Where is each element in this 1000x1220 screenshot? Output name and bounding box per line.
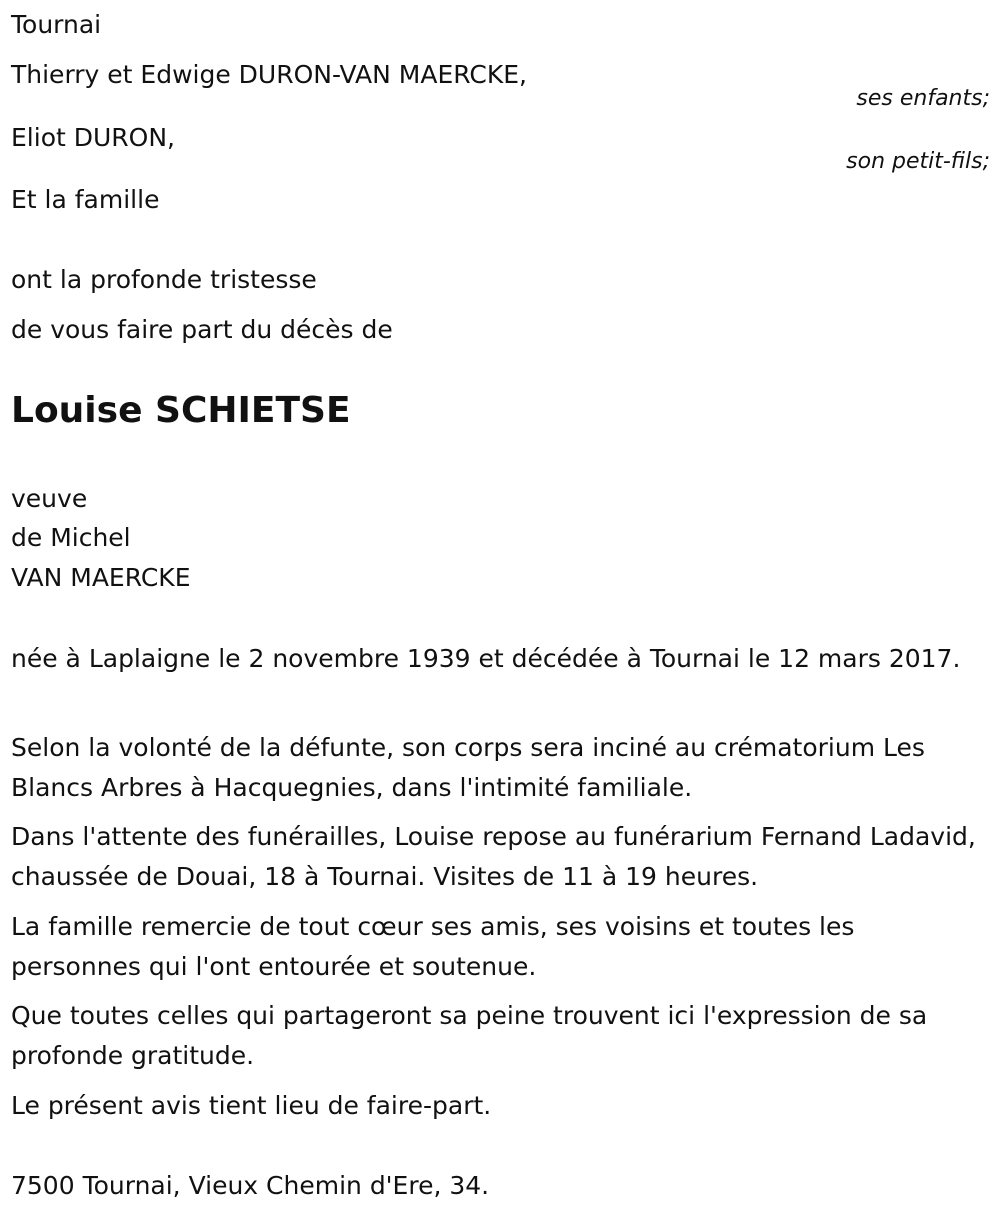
- role-grandson: son petit-fils;: [846, 149, 990, 174]
- status-husband-last: VAN MAERCKE: [11, 563, 191, 592]
- paragraph-birth-death: née à Laplaigne le 2 novembre 1939 et décédée à Tournai le 12 mars 2017.: [11, 644, 961, 673]
- paragraph-funerarium: Dans l'attente des funérailles, Louise repose au funérarium Fernand Ladavid, chaussée de Douai, 18 à Tournai. Visites de 11 à 19 heures.: [11, 822, 976, 891]
- announcement-line-2: de vous faire part du décès de: [11, 315, 393, 344]
- paragraph-thanks: La famille remercie de tout cœur ses amis, ses voisins et toutes les personnes qui l'ont entourée et soutenue.: [11, 912, 855, 981]
- family-line-relatives: Et la famille: [11, 185, 160, 214]
- paragraph-cremation: Selon la volonté de la défunte, son corps sera inciné au crématorium Les Blancs Arbres à Hacquegnies, dans l'intimité familiale.: [11, 733, 925, 802]
- status-widow: veuve: [11, 484, 88, 513]
- paragraph-gratitude: Que toutes celles qui partageront sa peine trouvent ici l'expression de sa profonde gratitude.: [11, 1001, 928, 1070]
- role-children: ses enfants;: [856, 86, 990, 111]
- paragraph-notice: Le présent avis tient lieu de faire-part.: [11, 1091, 492, 1120]
- family-line-grandson: Eliot DURON,: [11, 123, 175, 152]
- city-header: Tournai: [11, 10, 102, 39]
- family-line-children: Thierry et Edwige DURON-VAN MAERCKE,: [11, 60, 527, 89]
- announcement-line-1: ont la profonde tristesse: [11, 265, 317, 294]
- status-husband-first: de Michel: [11, 523, 131, 552]
- address: 7500 Tournai, Vieux Chemin d'Ere, 34.: [11, 1171, 490, 1200]
- deceased-name: Louise SCHIETSE: [11, 390, 351, 431]
